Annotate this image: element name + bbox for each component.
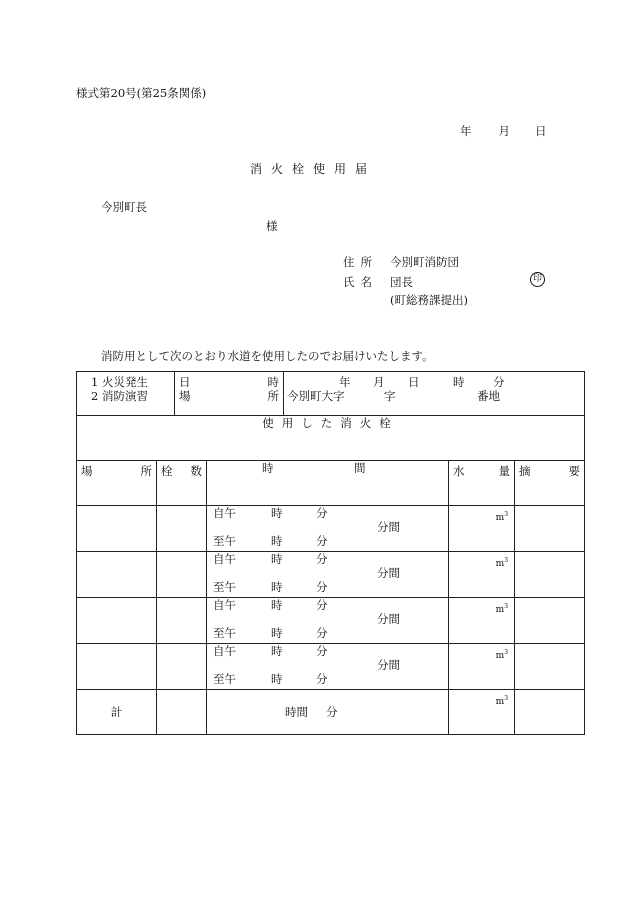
col-place-b: 所: [140, 464, 152, 478]
row-time: [207, 644, 449, 690]
row-count: [157, 506, 207, 552]
total-count: [157, 690, 207, 735]
to-label: 至午: [213, 534, 237, 548]
incident-row: [77, 372, 585, 416]
intro-text: 消防用として次のとおり水道を使用したのでお届けいたします。: [101, 349, 434, 363]
address-label: 住所: [343, 255, 378, 269]
row-place: [77, 598, 157, 644]
dt-year: 年: [339, 375, 351, 389]
name-label: 氏名: [343, 275, 378, 289]
total-time-text: [207, 705, 448, 719]
datetime-place-cell: [284, 372, 585, 416]
total-hours: 時間: [285, 705, 309, 719]
from-hour: 時: [271, 644, 283, 658]
row-water: [449, 506, 515, 552]
unit-m3: $m^3$: [495, 649, 509, 661]
row-water: [449, 644, 515, 690]
col-count: [157, 461, 207, 506]
to-label: 至午: [213, 580, 237, 594]
row-remarks: [515, 506, 585, 552]
unit-m3: $m^3$: [495, 603, 509, 615]
row-count: [157, 644, 207, 690]
dt-hour: 時: [453, 375, 465, 389]
address-value: 今別町消防団: [390, 255, 459, 269]
from-time: [207, 506, 448, 520]
table-row: [77, 644, 585, 690]
reason-drill: 2 消防演習: [91, 389, 148, 403]
section-header-row: [77, 416, 585, 461]
row-remarks: [515, 644, 585, 690]
col-time-b: 間: [354, 461, 366, 475]
document-title: 消火栓使用届: [250, 162, 377, 176]
row-place: [77, 506, 157, 552]
from-hour: 時: [271, 552, 283, 566]
row-count: [157, 552, 207, 598]
total-remarks: [515, 690, 585, 735]
to-minute: 分: [316, 534, 328, 548]
submission-note: (町総務課提出): [390, 293, 468, 307]
col-water-a: 水: [453, 464, 465, 478]
to-minute: 分: [316, 672, 328, 686]
row-water: [449, 598, 515, 644]
column-header-row: [77, 461, 585, 506]
col-place-a: 場: [81, 464, 93, 478]
seal-mark: 印: [530, 272, 545, 287]
reason-cell: [77, 372, 175, 416]
place-banchi: 番地: [477, 389, 501, 403]
place-label-b: 所: [267, 389, 280, 403]
to-hour: 時: [271, 534, 283, 548]
hydrant-usage-table: [76, 371, 585, 735]
from-time: [207, 598, 448, 612]
used-hydrants-heading: [77, 416, 585, 461]
from-label: 自午: [213, 552, 237, 566]
to-hour: 時: [271, 626, 283, 640]
unit-m3: $m^3$: [495, 557, 509, 569]
col-count-a: 栓: [161, 464, 173, 478]
col-time: [207, 461, 449, 506]
total-water: [449, 690, 515, 735]
total-row: [77, 690, 585, 735]
from-minute: 分: [316, 598, 328, 612]
table-row: [77, 506, 585, 552]
total-label: 計: [110, 705, 123, 719]
to-time: [207, 534, 448, 548]
duration-label: 分間: [377, 658, 401, 672]
unit-m3: $m^3$: [495, 695, 509, 707]
submission-date: [460, 123, 547, 139]
duration: [207, 658, 448, 672]
from-time: [207, 644, 448, 658]
duration-label: 分間: [377, 520, 401, 534]
from-minute: 分: [316, 552, 328, 566]
dt-month: 月: [373, 375, 385, 389]
col-remarks: [515, 461, 585, 506]
col-remarks-a: 摘: [519, 464, 531, 478]
from-minute: 分: [316, 506, 328, 520]
place-aza: 字: [384, 389, 396, 403]
from-time: [207, 552, 448, 566]
dt-minute: 分: [493, 375, 505, 389]
dt-day: 日: [408, 375, 420, 389]
recipient: 今別町長: [101, 200, 147, 214]
duration-label: 分間: [377, 612, 401, 626]
col-remarks-b: 要: [568, 464, 581, 478]
row-time: [207, 552, 449, 598]
total-minutes: 分: [326, 705, 338, 719]
to-minute: 分: [316, 626, 328, 640]
to-minute: 分: [316, 580, 328, 594]
col-time-a: 時: [262, 461, 274, 475]
place-label-a: 場: [179, 389, 191, 403]
total-time: [207, 690, 449, 735]
duration-label: 分間: [377, 566, 401, 580]
row-water: [449, 552, 515, 598]
from-minute: 分: [316, 644, 328, 658]
form-number: 様式第20号(第25条関係): [76, 86, 207, 100]
label-cell: [175, 372, 284, 416]
to-label: 至午: [213, 672, 237, 686]
duration: [207, 520, 448, 534]
row-place: [77, 552, 157, 598]
place-town: 今別町大字: [287, 389, 345, 403]
row-place: [77, 644, 157, 690]
name-value: 団長: [390, 275, 413, 289]
row-count: [157, 598, 207, 644]
from-label: 自午: [213, 644, 237, 658]
to-time: [207, 672, 448, 686]
row-remarks: [515, 598, 585, 644]
datetime-label-a: 日: [179, 375, 191, 389]
row-remarks: [515, 552, 585, 598]
from-label: 自午: [213, 506, 237, 520]
date-day: 日: [535, 124, 547, 138]
to-hour: 時: [271, 672, 283, 686]
duration: [207, 566, 448, 580]
row-time: [207, 598, 449, 644]
from-hour: 時: [271, 598, 283, 612]
datetime-label-b: 時: [267, 375, 280, 389]
date-year: 年: [460, 124, 472, 138]
from-label: 自午: [213, 598, 237, 612]
to-time: [207, 580, 448, 594]
col-place: [77, 461, 157, 506]
to-hour: 時: [271, 580, 283, 594]
to-time: [207, 626, 448, 640]
honorific: 様: [266, 219, 278, 233]
used-hydrants-label: 使用した消火栓: [262, 416, 399, 430]
table-row: [77, 552, 585, 598]
from-hour: 時: [271, 506, 283, 520]
table-row: [77, 598, 585, 644]
col-water: [449, 461, 515, 506]
unit-m3: $m^3$: [495, 511, 509, 523]
duration: [207, 612, 448, 626]
total-label-cell: [77, 690, 157, 735]
row-time: [207, 506, 449, 552]
reason-fire: 1 火災発生: [91, 375, 148, 389]
col-count-b: 数: [190, 464, 203, 478]
date-month: 月: [498, 124, 510, 138]
to-label: 至午: [213, 626, 237, 640]
col-water-b: 量: [498, 464, 511, 478]
